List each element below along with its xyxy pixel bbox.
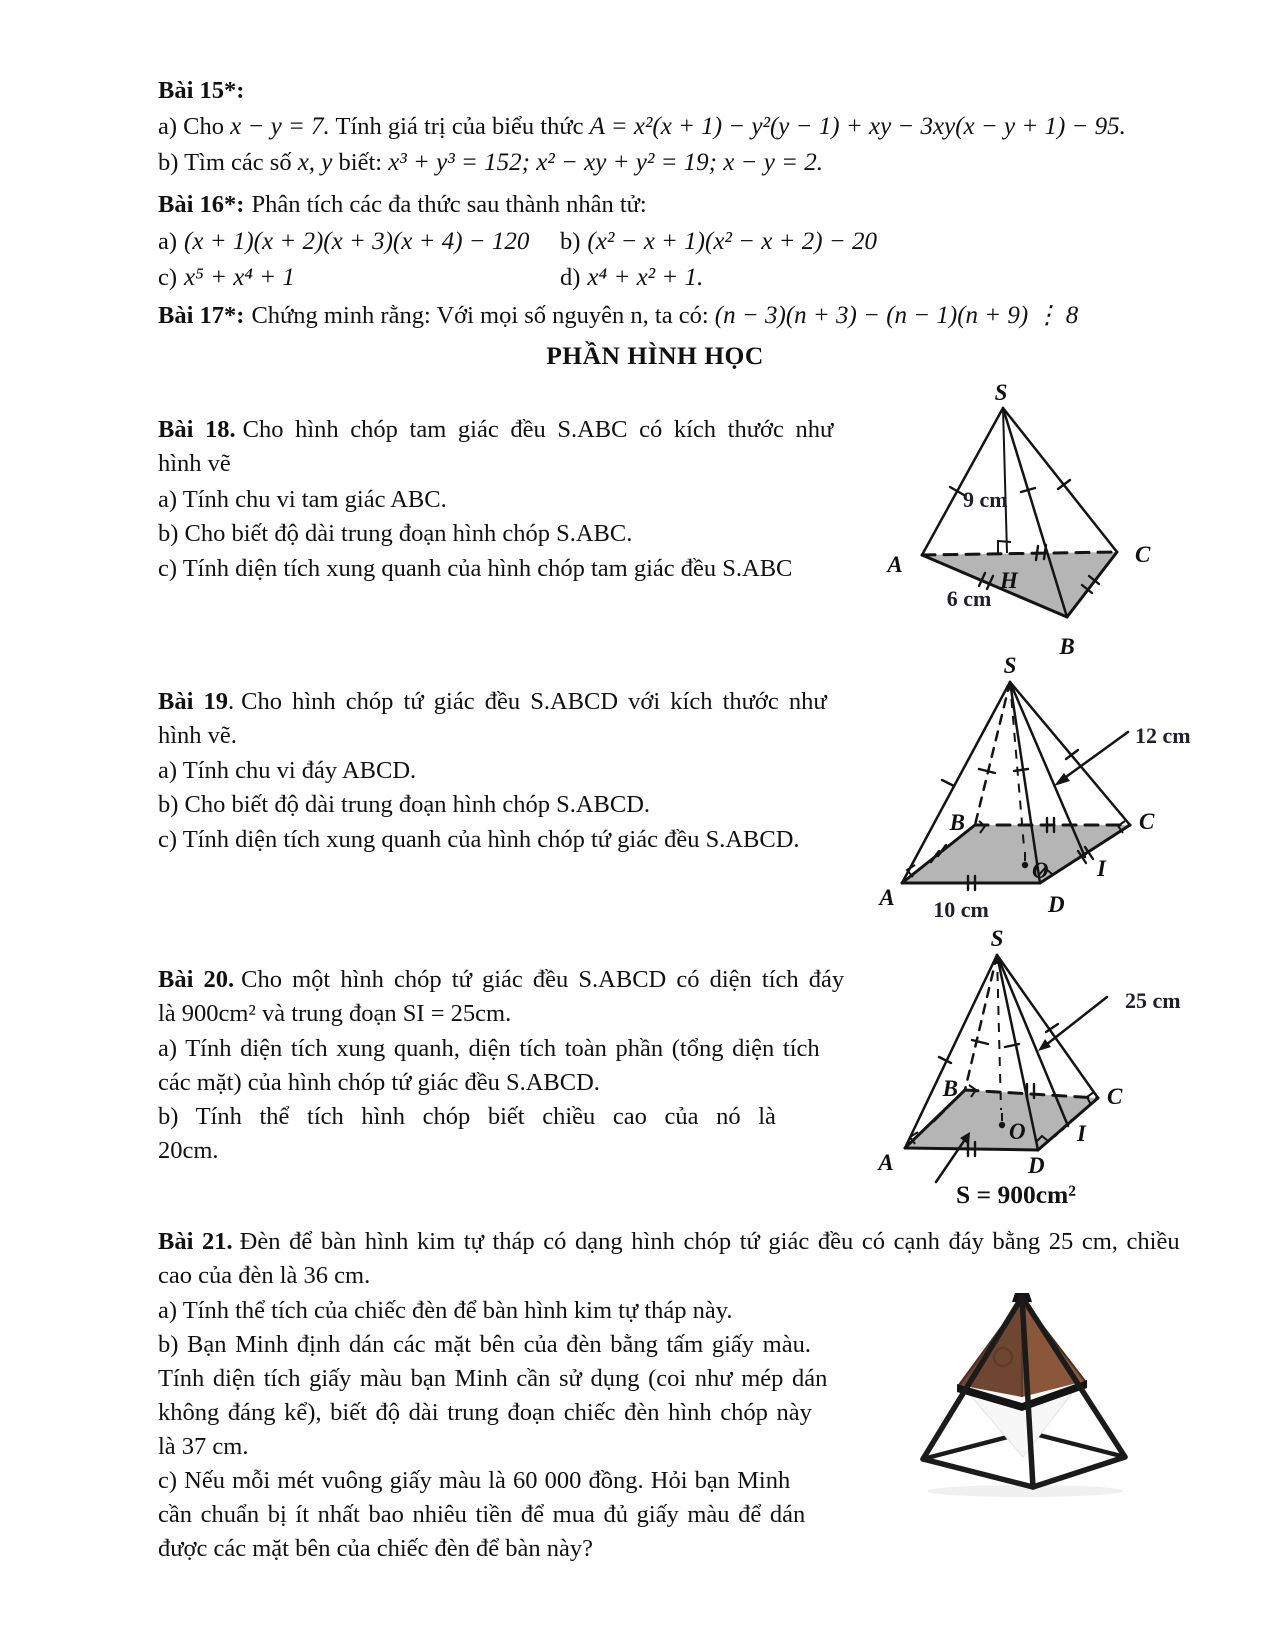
ex21-item-a: a) Tính thể tích của chiếc đèn để bàn hình kim tự tháp này. xyxy=(158,1297,733,1324)
ex19-line1-text: Cho hình chóp tứ giác đều S.ABCD với kích thước như xyxy=(241,688,827,715)
fig19-label-C: C xyxy=(1139,809,1155,834)
ex20-item-b1: b) Tính thể tích hình chóp biết chiều cao của nó là xyxy=(158,1103,776,1130)
fig19-square-pyramid xyxy=(835,625,1200,925)
ex17-math: (n − 3)(n + 3) − (n − 1)(n + 9) ⋮ 8 xyxy=(714,302,1079,329)
ex18-item-a: a) Tính chu vi tam giác ABC. xyxy=(158,486,447,513)
ex21-line2: cao của đèn là 36 cm. xyxy=(158,1262,371,1289)
ex16-title-text: Bài 16*: xyxy=(158,191,245,218)
ex16-c-label: c) xyxy=(158,264,178,291)
ex16-title-line xyxy=(158,188,647,222)
fig20-label-O: O xyxy=(1009,1119,1026,1144)
ex20-title-text: Bài 20. xyxy=(158,966,235,993)
ex16-item-c xyxy=(158,261,295,295)
ex21-item-b2: Tính diện tích giấy màu bạn Minh cần sử dụng (coi như mép dán xyxy=(158,1365,828,1392)
ex21-item-b4: là 37 cm. xyxy=(158,1433,249,1460)
ex19-title-text: Bài 19 xyxy=(158,688,229,715)
pyramid-lamp-image xyxy=(895,1285,1140,1500)
ex20-item-a1: a) Tính diện tích xung quanh, diện tích toàn phần (tổng diện tích xyxy=(158,1035,820,1062)
ex15-title xyxy=(158,74,244,108)
ex18-line2: hình vẽ xyxy=(158,450,231,477)
fig20-label-D: D xyxy=(1028,1153,1045,1178)
ex18-item-c: c) Tính diện tích xung quanh của hình chóp tam giác đều S.ABC xyxy=(158,555,793,582)
fig18-labels xyxy=(885,380,1151,659)
ex17-pre: Chứng minh rằng: Với mọi số nguyên n, ta có: xyxy=(251,302,715,329)
ex16-d-math: x⁴ + x² + 1. xyxy=(587,264,704,291)
fig18-triangular-pyramid xyxy=(845,360,1155,660)
ex18-title-text: Bài 18. xyxy=(158,416,236,443)
ex21-item-c1: c) Nếu mỗi mét vuông giấy màu là 60 000 đồng. Hỏi bạn Minh xyxy=(158,1467,791,1494)
ex15-b-pre: b) Tìm các số xyxy=(158,149,298,176)
ex16-item-a xyxy=(158,225,529,259)
ex15-a-mid: Tính giá trị của biểu thức xyxy=(329,113,590,140)
fig20-base-area-label: S = 900cm² xyxy=(956,1180,1076,1209)
geometry-section-heading: PHẦN HÌNH HỌC xyxy=(546,341,764,370)
fig20-dim-25cm: 25 cm xyxy=(1125,988,1181,1013)
ex16-b-math: (x² − x + 1)(x² − x + 2) − 20 xyxy=(587,228,877,255)
fig20-square-pyramid xyxy=(830,920,1202,1210)
ex15-line-a xyxy=(158,110,1126,144)
fig18-label-H: H xyxy=(1000,568,1018,593)
fig18-dim-9cm: 9 cm xyxy=(963,487,1008,512)
fig20-label-B: B xyxy=(942,1076,958,1101)
ex20-line1-text: Cho một hình chóp tứ giác đều S.ABCD có diện tích đáy xyxy=(241,966,845,993)
ex16-b-label: b) xyxy=(560,228,581,255)
ex17-line xyxy=(158,299,1078,333)
ex19-line2: hình vẽ. xyxy=(158,722,237,749)
ex16-item-b xyxy=(560,225,877,259)
fig20-dim-arrow xyxy=(1038,997,1107,1051)
ex16-c-math: x⁵ + x⁴ + 1 xyxy=(184,264,295,291)
ex20-item-a2: các mặt) của hình chóp tứ giác đều S.ABCD. xyxy=(158,1069,600,1096)
fig19-dim-12cm: 12 cm xyxy=(1135,723,1191,748)
fig19-label-O: O xyxy=(1032,858,1049,883)
ex21-item-c3: được các mặt bên của chiếc đèn để bàn này? xyxy=(158,1535,594,1562)
ex15-b-math2: x³ + y³ = 152; x² − xy + y² = 19; x − y = 2. xyxy=(388,149,823,176)
ex21-title-text: Bài 21. xyxy=(158,1228,233,1255)
fig19-label-A: A xyxy=(879,885,895,910)
ex19-line1 xyxy=(158,685,827,719)
ex15-line-b xyxy=(158,146,823,180)
ex18-item-b: b) Cho biết độ dài trung đoạn hình chóp S.ABC. xyxy=(158,520,633,547)
ex19-item-a: a) Tính chu vi đáy ABCD. xyxy=(158,757,417,784)
ex16-intro: Phân tích các đa thức sau thành nhân tử: xyxy=(251,191,647,218)
fig19-label-I: I xyxy=(1097,856,1106,881)
fig20-label-I: I xyxy=(1077,1121,1086,1146)
ex19-item-c: c) Tính diện tích xung quanh của hình chóp tứ giác đều S.ABCD. xyxy=(158,826,800,853)
ex19-title-dot: . xyxy=(228,688,235,715)
ex21-item-b1: b) Bạn Minh định dán các mặt bên của đèn bằng tấm giấy màu. xyxy=(158,1331,811,1358)
fig19-label-B: B xyxy=(949,810,965,835)
ex15-b-mid: biết: xyxy=(332,149,389,176)
ex18-line1-text: Cho hình chóp tam giác đều S.ABC có kích thước như xyxy=(242,416,834,443)
fig18-right-angle-H xyxy=(998,541,1011,553)
ex15-title-text: Bài 15*: xyxy=(158,77,245,104)
fig19-label-D: D xyxy=(1048,892,1065,917)
fig20-label-S: S xyxy=(990,926,1004,951)
ex16-d-label: d) xyxy=(560,264,581,291)
fig19-label-S: S xyxy=(1003,653,1017,678)
ex15-a-math1: x − y = 7. xyxy=(230,113,330,140)
fig18-dim-6cm: 6 cm xyxy=(946,586,992,611)
fig18-label-B: B xyxy=(1059,634,1075,659)
ex20-line2: là 900cm² và trung đoạn SI = 25cm. xyxy=(158,1000,512,1027)
fig20-marks xyxy=(910,997,1107,1182)
ex15-a-math2: A = x²(x + 1) − y²(y − 1) + xy − 3xy(x − y + 1) − 95. xyxy=(589,113,1126,140)
ex19-item-b: b) Cho biết độ dài trung đoạn hình chóp S.ABCD. xyxy=(158,791,651,818)
ex18-line1 xyxy=(158,413,833,447)
ex21-item-b3: không đáng kể), biết độ dài trung đoạn chiếc đèn hình chóp này xyxy=(158,1399,812,1426)
ex16-item-d xyxy=(560,261,703,295)
ex21-line1-text: Đèn để bàn hình kim tự tháp có dạng hình chóp tứ giác đều có cạnh đáy bằng 25 cm, chiều xyxy=(239,1228,1180,1255)
ex16-a-label: a) xyxy=(158,228,178,255)
ex17-title-text: Bài 17*: xyxy=(158,302,245,329)
ex21-line1 xyxy=(158,1225,1180,1259)
ex20-line1 xyxy=(158,963,844,997)
fig20-label-A: A xyxy=(878,1150,894,1175)
fig19-dim-10cm: 10 cm xyxy=(933,897,989,922)
fig18-label-S: S xyxy=(994,380,1008,405)
ex15-a-pre: a) Cho xyxy=(158,113,231,140)
fig20-label-C: C xyxy=(1107,1084,1123,1109)
ex15-b-math1: x, y xyxy=(297,149,333,176)
ex16-a-math: (x + 1)(x + 2)(x + 3)(x + 4) − 120 xyxy=(184,228,530,255)
ex20-item-b2: 20cm. xyxy=(158,1137,219,1164)
ex21-item-c2: cần chuẩn bị ít nhất bao nhiêu tiền để mua đủ giấy màu để dán xyxy=(158,1501,806,1528)
fig18-label-A: A xyxy=(887,552,903,577)
fig18-label-C: C xyxy=(1135,542,1151,567)
